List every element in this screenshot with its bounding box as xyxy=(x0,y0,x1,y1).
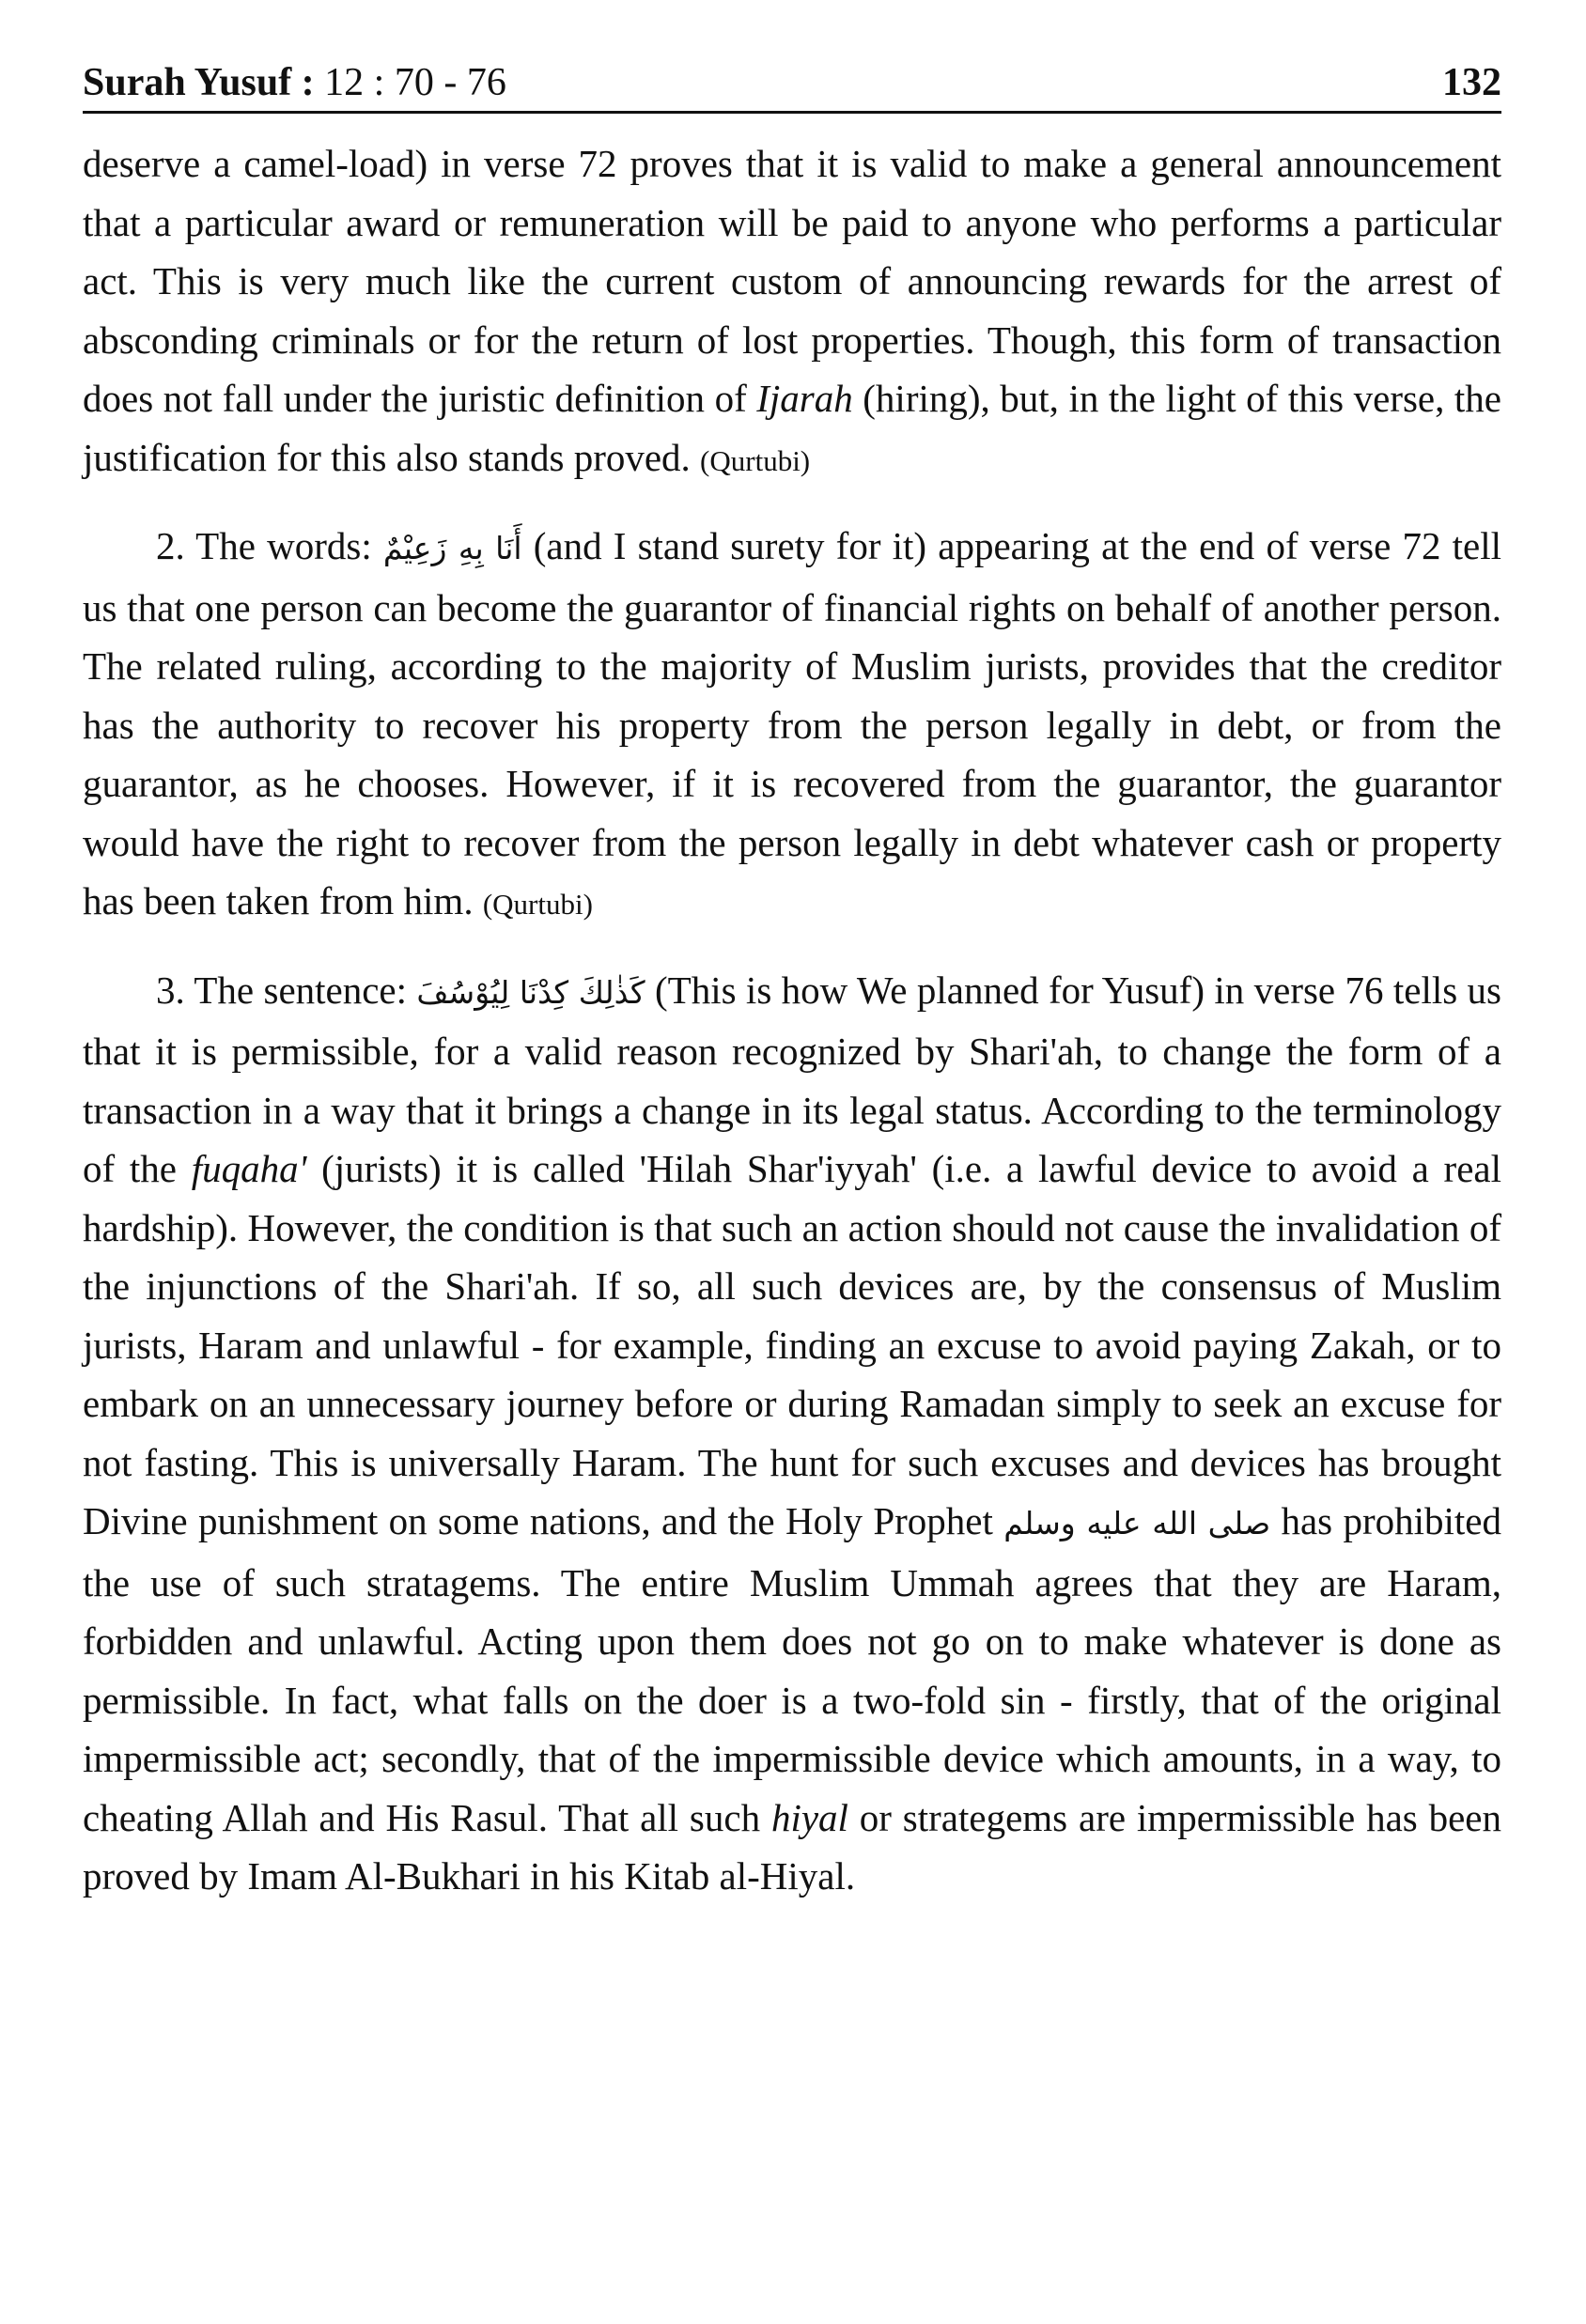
paragraph-2-text: (and I stand surety for it) appearing at the end of verse 72 tell us that one person can become the guarantor of financial rights on behalf of another person. The related ruling, according to the majority of Muslim jurists, provides that the creditor has the authority to recover his property from the person legally in debt, or from the guarantor, as he chooses. However, if it is recovered from the guarantor, the guarantor would have the right to recover from the person legally in debt whatever cash or property has been taken from him. xyxy=(83,524,1502,922)
source-citation: (Qurtubi) xyxy=(482,888,593,921)
paragraph-2 xyxy=(83,517,1501,935)
term-ijarah: Ijarah xyxy=(756,377,853,420)
paragraph-2-lead: 2. The words: xyxy=(156,524,383,567)
paragraph-1-text-end: (hiring), but, in the light of this verse, the justification for this also stands proved. xyxy=(83,377,1501,479)
paragraph-3-lead: 3. The sentence: xyxy=(156,968,417,1012)
paragraph-3-text-c: has prohibited the use of such stratagems. The entire Muslim Ummah agrees that they are Haram, forbidden and unlawful. Acting upon them does not go on to make whatever is done as permissible. In fact, what falls on the doer is a two-fold sin - firstly, that of the original impermissible act; secondly, that of the impermissible device which amounts, in a way, to cheating Allah and His Rasul. That all such xyxy=(83,1499,1501,1839)
term-hiyal: hiyal xyxy=(770,1795,848,1839)
paragraph-1 xyxy=(83,134,1501,490)
source-citation: (Qurtubi) xyxy=(700,443,811,477)
running-head xyxy=(83,38,1501,114)
paragraph-3 xyxy=(83,961,1501,1906)
paragraph-1-text: deserve a camel-load) in verse 72 proves that it is valid to make a general announcement that a particular award or remuneration will be paid to anyone who performs a particular act. This is very much like the current custom of announcing rewards for the arrest of absconding criminals or for the return of lost properties. Though, this form of transaction does not fall under the juristic definition of xyxy=(83,142,1501,420)
arabic-quote: كَذٰلِكَ كِدْنَا لِيُوْسُفَ xyxy=(416,973,645,1011)
page xyxy=(83,38,1501,1932)
term-fuqaha: fuqaha' xyxy=(191,1147,307,1190)
chapter-reference xyxy=(83,60,506,105)
surah-title: Surah Yusuf : xyxy=(83,61,315,104)
page-number: 132 xyxy=(1442,61,1501,104)
paragraph-3-text-a: (This is how We planned for Yusuf) in verse 76 tells us that it is permissible, for a valid reason recognized by Shari'ah, to change the form of a transaction in a way that it brings a change in its legal status. According to the terminology of the xyxy=(83,968,1502,1190)
paragraph-3-text-b: (jurists) it is called 'Hilah Shar'iyyah' (i.e. a lawful device to avoid a real hardship). However, the condition is that such an action should not cause the invalidation of the injunctions of the Shari'ah. If so, all such devices are, by the consensus of Muslim jurists, Haram and unlawful - for example, finding an excuse to avoid paying Zakah, or to embark on an unnecessary journey before or during Ramadan simply to seek an excuse for not fasting. This is universally Haram. The hunt for such excuses and devices has brought Divine punishment on some nations, and the Holy Prophet xyxy=(83,1147,1501,1542)
verse-range: 12 : 70 - 76 xyxy=(324,61,506,104)
paragraph-3-text-d: or strategems are impermissible has been proved by Imam Al-Bukhari in his Kitab al-Hiyal. xyxy=(83,1795,1501,1898)
arabic-quote: أَنَا بِهِ زَعِيْمٌ xyxy=(382,530,522,566)
arabic-salutation: صلى الله عليه وسلم xyxy=(1003,1505,1271,1542)
body-text xyxy=(83,134,1501,1906)
